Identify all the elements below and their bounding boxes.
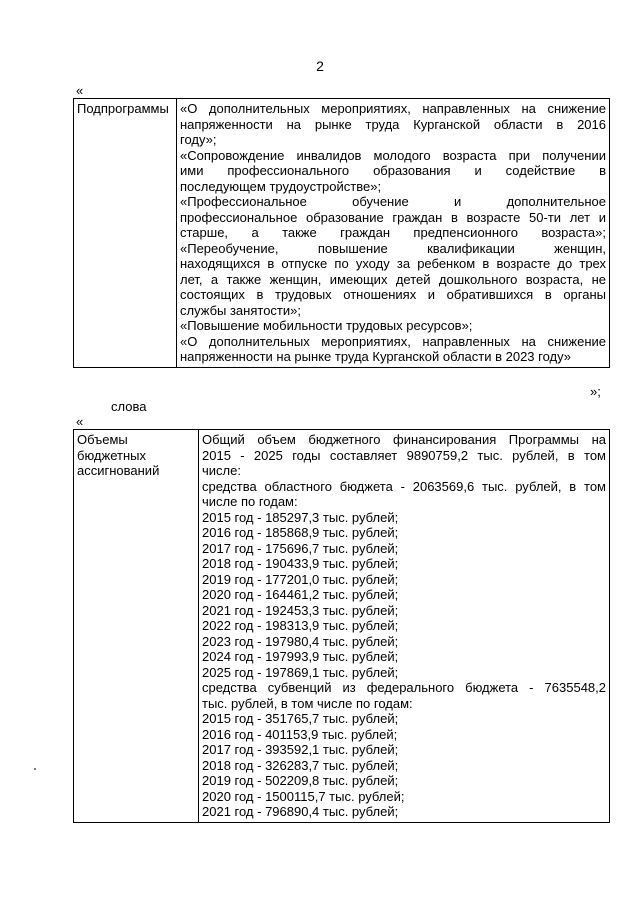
text-line: 2018 год - 190433,9 тыс. рублей; bbox=[202, 556, 399, 571]
text-line: средства областного бюджета - 2063569,6 тыс. рублей, в том bbox=[202, 478, 606, 494]
opening-quote-1: « bbox=[76, 83, 84, 98]
subprograms-label: Подпрограммы bbox=[77, 101, 169, 116]
text-line: 2016 год - 185868,9 тыс. рублей; bbox=[202, 525, 399, 540]
text-line: 2019 год - 177201,0 тыс. рублей; bbox=[202, 571, 399, 587]
text-line: 2018 год - 326283,7 тыс. рублей; bbox=[202, 757, 399, 773]
budget-label-line: Объемы bbox=[77, 432, 128, 447]
budget-content-cell bbox=[199, 430, 610, 823]
text-line: «Сопровождение инвалидов молодого возраста при получении bbox=[180, 147, 606, 163]
text-line: 2017 год - 175696,7 тыс. рублей; bbox=[202, 540, 399, 556]
text-line: 2020 год - 1500115,7 тыс. рублей; bbox=[202, 788, 405, 804]
text-line: тыс. рублей, в том числе по годам: bbox=[202, 695, 413, 711]
text-line: находящихся в отпуске по уходу за ребенком в возрасте до трех bbox=[180, 256, 606, 271]
text-line: состоящих в трудовых отношениях и обратившихся в органы bbox=[180, 287, 606, 302]
text-line: лет, а также женщин, имеющих детей дошкольного возраста, не bbox=[180, 271, 606, 287]
text-line: 2016 год - 401153,9 тыс. рублей; bbox=[202, 726, 398, 742]
text-line: 2020 год - 164461,2 тыс. рублей; bbox=[202, 587, 399, 602]
text-line: году»; bbox=[180, 132, 217, 147]
subprograms-content-cell bbox=[177, 99, 610, 368]
text-line: 2025 год - 197869,1 тыс. рублей; bbox=[202, 664, 399, 680]
text-line: «О дополнительных мероприятиях, направленных на снижение bbox=[180, 333, 606, 349]
opening-quote-2: « bbox=[76, 414, 84, 429]
scan-speck bbox=[34, 768, 36, 770]
text-line: Общий объем бюджетного финансирования Программы на bbox=[202, 432, 606, 447]
text-line: ими профессионального образования и содействие в bbox=[180, 163, 606, 178]
text-line: 2021 год - 796890,4 тыс. рублей; bbox=[202, 804, 399, 819]
subprograms-table bbox=[73, 98, 610, 368]
text-line: напряженности на рынке труда Курганской области в 2016 bbox=[180, 116, 606, 132]
text-line: 2015 год - 185297,3 тыс. рублей; bbox=[202, 509, 399, 525]
text-line: 2019 год - 502209,8 тыс. рублей; bbox=[202, 773, 399, 788]
text-line: числе: bbox=[202, 463, 241, 478]
text-line: 2021 год - 192453,3 тыс. рублей; bbox=[202, 602, 399, 618]
text-line: 2015 - 2025 годы составляет 9890759,2 тыс. рублей, в том bbox=[202, 447, 606, 463]
text-line: «Переобучение, повышение квалификации женщин, bbox=[180, 240, 606, 256]
text-line: профессиональное образование граждан в возрасте 50-ти лет и bbox=[180, 209, 606, 225]
text-line: числе по годам: bbox=[202, 494, 298, 509]
budget-label-line: бюджетных bbox=[77, 447, 146, 463]
text-line: «Профессиональное обучение и дополнительное bbox=[180, 194, 606, 209]
text-line: «Повышение мобильности трудовых ресурсов»; bbox=[180, 318, 473, 333]
budget-label-cell bbox=[74, 430, 199, 823]
text-line: 2024 год - 197993,9 тыс. рублей; bbox=[202, 649, 399, 664]
text-line: 2017 год - 393592,1 тыс. рублей; bbox=[202, 742, 399, 757]
slova-word: слова bbox=[111, 399, 147, 414]
budget-details bbox=[202, 432, 606, 820]
text-line: 2022 год - 198313,9 тыс. рублей; bbox=[202, 618, 399, 633]
text-line: службы занятости»; bbox=[180, 302, 301, 318]
text-line: «О дополнительных мероприятиях, направленных на снижение bbox=[180, 101, 606, 116]
budget-table bbox=[73, 429, 610, 823]
text-line: последующем трудоустройстве»; bbox=[180, 178, 382, 194]
text-line: 2023 год - 197980,4 тыс. рублей; bbox=[202, 633, 399, 649]
subprograms-list bbox=[180, 101, 606, 365]
subprograms-label-cell bbox=[74, 99, 177, 368]
closing-quote: »; bbox=[590, 384, 601, 399]
text-line: старше, а также граждан предпенсионного возраста»; bbox=[180, 225, 606, 240]
text-line: средства субвенций из федерального бюджета - 7635548,2 bbox=[202, 680, 606, 695]
text-line: напряженности на рынке труда Курганской области в 2023 году» bbox=[180, 349, 572, 364]
budget-label-line: ассигнований bbox=[77, 463, 160, 478]
page-number: 2 bbox=[316, 58, 324, 74]
text-line: 2015 год - 351765,7 тыс. рублей; bbox=[202, 711, 399, 726]
